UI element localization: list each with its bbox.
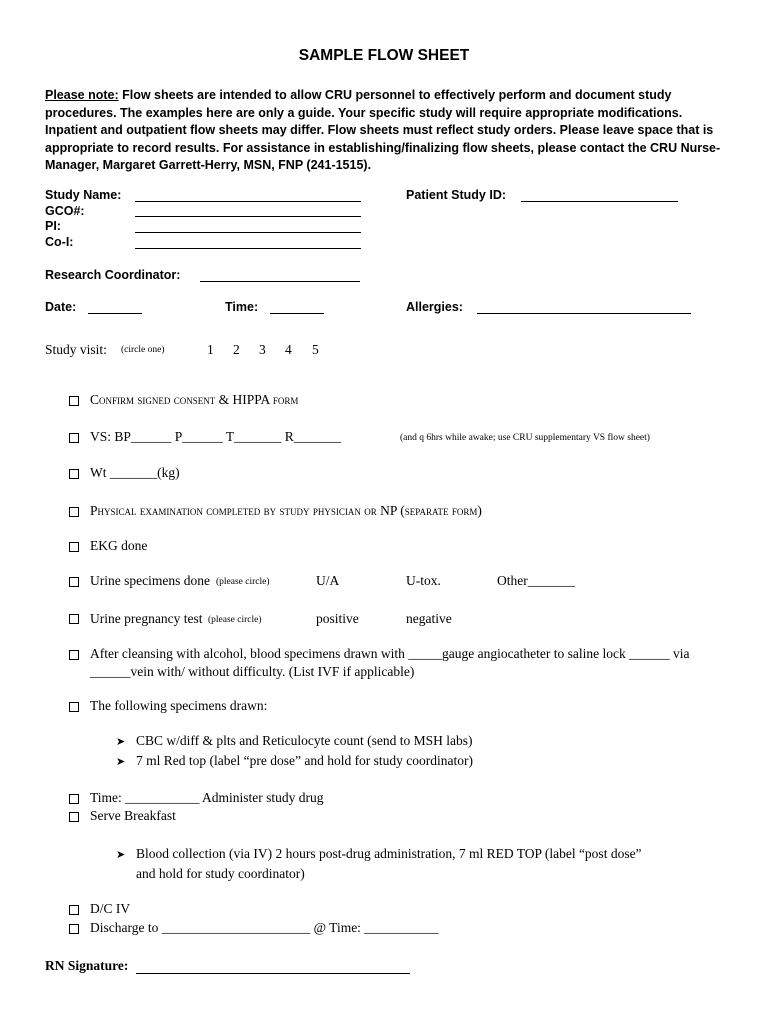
physical-exam-text: Physical examination completed by study physician or NP (separate form)	[90, 503, 482, 518]
gco-label: GCO#:	[45, 204, 85, 218]
specimen-red-top-text: 7 ml Red top (label “pre dose” and hold for study coordinator)	[136, 753, 474, 768]
note-label: Please note:	[45, 88, 119, 102]
visit-option-1[interactable]: 1	[207, 342, 214, 357]
wt-checkbox[interactable]	[69, 469, 79, 479]
pregnancy-test-checkbox[interactable]	[69, 614, 79, 624]
urine-specimens-checkbox[interactable]	[69, 577, 79, 587]
dc-iv-checkbox[interactable]	[69, 905, 79, 915]
research-coordinator-line[interactable]	[200, 281, 360, 282]
allergies-label: Allergies:	[406, 300, 463, 314]
study-visit-hint: (circle one)	[121, 345, 165, 355]
following-specimens-text: The following specimens drawn:	[90, 698, 268, 713]
urine-option-utox[interactable]: U-tox.	[406, 573, 441, 588]
pregnancy-option-negative[interactable]: negative	[406, 611, 452, 626]
blood-specimens-line-1: After cleansing with alcohol, blood specimens drawn with _____gauge angiocatheter to saline lock ______ via	[90, 646, 690, 661]
ekg-text: EKG done	[90, 538, 148, 553]
blood-collection-line-1: Blood collection (via IV) 2 hours post-drug administration, 7 ml RED TOP (label “post dose”	[136, 846, 642, 861]
administer-drug-checkbox[interactable]	[69, 794, 79, 804]
study-visit-label: Study visit:	[45, 342, 107, 357]
urine-option-other[interactable]: Other_______	[497, 573, 575, 588]
breakfast-checkbox[interactable]	[69, 812, 79, 822]
breakfast-text: Serve Breakfast	[90, 808, 176, 823]
visit-option-3[interactable]: 3	[259, 342, 266, 357]
specimen-cbc-text: CBC w/diff & plts and Reticulocyte count (send to MSH labs)	[136, 733, 473, 748]
coi-label: Co-I:	[45, 235, 74, 249]
ekg-checkbox[interactable]	[69, 542, 79, 552]
arrow-bullet-icon: ➤	[116, 735, 126, 748]
arrow-bullet-icon: ➤	[116, 755, 126, 768]
visit-option-4[interactable]: 4	[285, 342, 292, 357]
rn-signature-line[interactable]	[136, 973, 410, 974]
date-label: Date:	[45, 300, 77, 314]
blood-specimens-checkbox[interactable]	[69, 650, 79, 660]
administer-drug-text: Time: ___________ Administer study drug	[90, 790, 324, 805]
arrow-bullet-icon: ➤	[116, 848, 126, 861]
rn-signature-label: RN Signature:	[45, 958, 129, 973]
patient-study-id-line[interactable]	[521, 201, 678, 202]
discharge-checkbox[interactable]	[69, 924, 79, 934]
allergies-line[interactable]	[477, 313, 691, 314]
date-line[interactable]	[88, 313, 142, 314]
wt-text: Wt _______(kg)	[90, 465, 180, 480]
pi-line[interactable]	[135, 232, 361, 233]
pregnancy-test-text: Urine pregnancy test	[90, 611, 203, 626]
time-label: Time:	[225, 300, 259, 314]
physical-exam-checkbox[interactable]	[69, 507, 79, 517]
visit-option-2[interactable]: 2	[233, 342, 240, 357]
page-title: SAMPLE FLOW SHEET	[298, 47, 470, 64]
pregnancy-test-hint: (please circle)	[208, 615, 262, 625]
patient-study-id-label: Patient Study ID:	[406, 188, 507, 202]
consent-text: Confirm signed consent & HIPPA form	[90, 392, 299, 407]
urine-specimens-text: Urine specimens done	[90, 573, 210, 588]
study-name-line[interactable]	[135, 201, 361, 202]
following-specimens-checkbox[interactable]	[69, 702, 79, 712]
dc-iv-text: D/C IV	[90, 901, 131, 916]
discharge-text: Discharge to ______________________ @ Time: ___________	[90, 920, 439, 935]
vs-note: (and q 6hrs while awake; use CRU supplementary VS flow sheet)	[400, 433, 650, 443]
blood-specimens-line-2: ______vein with/ without difficulty. (List IVF if applicable)	[90, 664, 415, 679]
vs-checkbox[interactable]	[69, 433, 79, 443]
study-name-label: Study Name:	[45, 188, 122, 202]
research-coordinator-label: Research Coordinator:	[45, 268, 181, 282]
gco-line[interactable]	[135, 216, 361, 217]
time-line[interactable]	[270, 313, 324, 314]
urine-specimens-hint: (please circle)	[216, 577, 270, 587]
coi-line[interactable]	[135, 248, 361, 249]
urine-option-ua[interactable]: U/A	[316, 573, 340, 588]
vs-text: VS: BP______ P______ T_______ R_______	[90, 429, 342, 444]
please-note-paragraph	[45, 87, 735, 175]
visit-option-5[interactable]: 5	[312, 342, 319, 357]
pi-label: PI:	[45, 219, 61, 233]
pregnancy-option-positive[interactable]: positive	[316, 611, 359, 626]
consent-checkbox[interactable]	[69, 396, 79, 406]
blood-collection-line-2: and hold for study coordinator)	[136, 866, 305, 881]
note-text: Flow sheets are intended to allow CRU personnel to effectively perform and document study procedures. The examples here are only a guide. Your specific study will require appropriate modifications. Inpatient and outpatient flow sheets may differ. Flow sheets must reflect study orders. Please leave space that is appropriate to record results. For assistance in establishing/finalizing flow sheets, please contact the CRU Nurse-Manager, Margaret Garrett-Herry, MSN, FNP (241-1515).	[45, 88, 721, 172]
